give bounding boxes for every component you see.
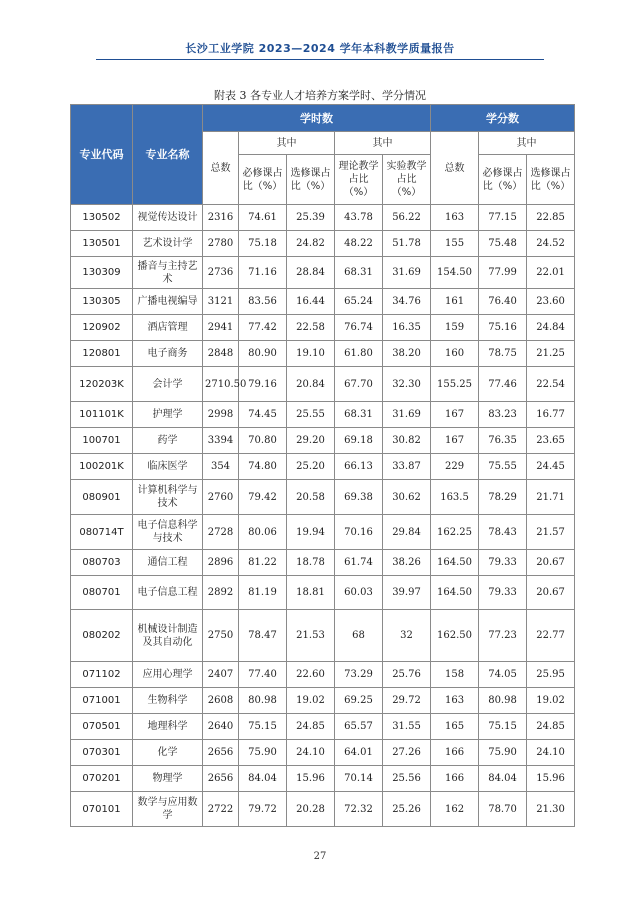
cell-elec-pct-credits: 15.96 [527, 766, 575, 792]
cell-elec-pct: 19.10 [287, 341, 335, 367]
header-among-credits: 其中 [479, 132, 575, 155]
cell-major-code: 130502 [71, 205, 133, 231]
cell-elec-pct-credits: 21.57 [527, 515, 575, 550]
cell-elec-pct-credits: 21.71 [527, 480, 575, 515]
table-row [71, 289, 575, 315]
cell-theory-pct: 70.14 [335, 766, 383, 792]
header-divider [96, 59, 544, 60]
cell-req-pct: 80.98 [239, 688, 287, 714]
cell-req-pct: 75.18 [239, 231, 287, 257]
cell-req-pct: 74.61 [239, 205, 287, 231]
cell-theory-pct: 68.31 [335, 257, 383, 289]
cell-elec-pct: 24.82 [287, 231, 335, 257]
cell-total-credits: 162.50 [431, 610, 479, 662]
cell-req-pct-credits: 78.43 [479, 515, 527, 550]
cell-req-pct-credits: 76.35 [479, 428, 527, 454]
cell-elec-pct: 20.84 [287, 367, 335, 402]
cell-total-hours: 3121 [203, 289, 239, 315]
table-row [71, 576, 575, 610]
cell-elec-pct-credits: 22.77 [527, 610, 575, 662]
cell-total-credits: 159 [431, 315, 479, 341]
cell-major-code: 070501 [71, 714, 133, 740]
cell-theory-pct: 73.29 [335, 662, 383, 688]
cell-elec-pct: 29.20 [287, 428, 335, 454]
cell-major-name: 通信工程 [133, 550, 203, 576]
cell-total-hours: 2656 [203, 740, 239, 766]
table-row [71, 766, 575, 792]
cell-lab-pct: 27.26 [383, 740, 431, 766]
cell-major-name: 播音与主持艺术 [133, 257, 203, 289]
cell-req-pct-credits: 79.33 [479, 550, 527, 576]
cell-elec-pct: 19.02 [287, 688, 335, 714]
cell-theory-pct: 64.01 [335, 740, 383, 766]
cell-total-credits: 162 [431, 792, 479, 827]
cell-req-pct-credits: 77.99 [479, 257, 527, 289]
cell-total-hours: 2998 [203, 402, 239, 428]
cell-elec-pct: 28.84 [287, 257, 335, 289]
cell-major-name: 临床医学 [133, 454, 203, 480]
cell-total-hours: 2710.50 [203, 367, 239, 402]
cell-theory-pct: 61.74 [335, 550, 383, 576]
cell-lab-pct: 32.30 [383, 367, 431, 402]
cell-req-pct: 77.42 [239, 315, 287, 341]
cell-elec-pct-credits: 24.85 [527, 714, 575, 740]
cell-theory-pct: 66.13 [335, 454, 383, 480]
cell-major-code: 080714T [71, 515, 133, 550]
cell-major-code: 130309 [71, 257, 133, 289]
cell-elec-pct-credits: 16.77 [527, 402, 575, 428]
cell-elec-pct-credits: 22.01 [527, 257, 575, 289]
table-row [71, 515, 575, 550]
cell-total-credits: 164.50 [431, 550, 479, 576]
table-row [71, 341, 575, 367]
cell-total-hours: 2780 [203, 231, 239, 257]
cell-total-hours: 354 [203, 454, 239, 480]
cell-theory-pct: 61.80 [335, 341, 383, 367]
cell-major-code: 120801 [71, 341, 133, 367]
cell-major-name: 会计学 [133, 367, 203, 402]
header-req-pct-credits: 必修课占比（%） [479, 155, 527, 205]
cell-req-pct-credits: 77.15 [479, 205, 527, 231]
cell-major-name: 艺术设计学 [133, 231, 203, 257]
cell-total-hours: 2848 [203, 341, 239, 367]
header-elec-pct: 选修课占比（%） [287, 155, 335, 205]
cell-elec-pct: 24.10 [287, 740, 335, 766]
header-total-hours: 总数 [203, 132, 239, 205]
cell-theory-pct: 69.25 [335, 688, 383, 714]
cell-req-pct: 81.19 [239, 576, 287, 610]
cell-total-credits: 163.5 [431, 480, 479, 515]
cell-major-name: 地理科学 [133, 714, 203, 740]
cell-major-code: 101101K [71, 402, 133, 428]
cell-major-name: 机械设计制造及其自动化 [133, 610, 203, 662]
cell-major-name: 广播电视编导 [133, 289, 203, 315]
table-row [71, 402, 575, 428]
cell-major-code: 070301 [71, 740, 133, 766]
cell-req-pct: 84.04 [239, 766, 287, 792]
cell-major-name: 视觉传达设计 [133, 205, 203, 231]
cell-major-name: 应用心理学 [133, 662, 203, 688]
table-row [71, 740, 575, 766]
cell-elec-pct: 21.53 [287, 610, 335, 662]
cell-lab-pct: 16.35 [383, 315, 431, 341]
cell-total-credits: 163 [431, 205, 479, 231]
cell-elec-pct-credits: 19.02 [527, 688, 575, 714]
cell-req-pct: 70.80 [239, 428, 287, 454]
cell-req-pct: 80.90 [239, 341, 287, 367]
cell-req-pct-credits: 75.55 [479, 454, 527, 480]
header-lab-pct: 实验教学占比（%） [383, 155, 431, 205]
cell-lab-pct: 38.26 [383, 550, 431, 576]
cell-major-name: 物理学 [133, 766, 203, 792]
cell-theory-pct: 76.74 [335, 315, 383, 341]
cell-total-credits: 155.25 [431, 367, 479, 402]
cell-total-credits: 155 [431, 231, 479, 257]
cell-elec-pct: 22.60 [287, 662, 335, 688]
cell-theory-pct: 65.24 [335, 289, 383, 315]
cell-elec-pct: 16.44 [287, 289, 335, 315]
table-row [71, 550, 575, 576]
cell-major-code: 130305 [71, 289, 133, 315]
cell-elec-pct-credits: 24.84 [527, 315, 575, 341]
cell-req-pct-credits: 84.04 [479, 766, 527, 792]
header-among-req-elec: 其中 [239, 132, 335, 155]
cell-req-pct-credits: 75.48 [479, 231, 527, 257]
cell-total-credits: 161 [431, 289, 479, 315]
cell-req-pct-credits: 75.90 [479, 740, 527, 766]
header-major-code: 专业代码 [71, 105, 133, 205]
cell-total-hours: 2941 [203, 315, 239, 341]
cell-lab-pct: 32 [383, 610, 431, 662]
cell-major-name: 数学与应用数学 [133, 792, 203, 827]
cell-req-pct-credits: 76.40 [479, 289, 527, 315]
cell-total-credits: 167 [431, 402, 479, 428]
cell-elec-pct-credits: 24.10 [527, 740, 575, 766]
cell-major-code: 080701 [71, 576, 133, 610]
cell-req-pct: 79.16 [239, 367, 287, 402]
cell-elec-pct: 20.58 [287, 480, 335, 515]
table-caption: 附表 3 各专业人才培养方案学时、学分情况 [214, 89, 426, 102]
cell-total-credits: 164.50 [431, 576, 479, 610]
table-row [71, 792, 575, 827]
cell-req-pct: 80.06 [239, 515, 287, 550]
cell-elec-pct: 18.81 [287, 576, 335, 610]
header-total-credits: 总数 [431, 132, 479, 205]
cell-lab-pct: 39.97 [383, 576, 431, 610]
cell-major-code: 080901 [71, 480, 133, 515]
table-row [71, 257, 575, 289]
cell-total-hours: 2608 [203, 688, 239, 714]
cell-lab-pct: 30.82 [383, 428, 431, 454]
cell-req-pct-credits: 78.75 [479, 341, 527, 367]
cell-major-name: 电子信息科学与技术 [133, 515, 203, 550]
cell-total-hours: 2407 [203, 662, 239, 688]
cell-total-hours: 2736 [203, 257, 239, 289]
cell-req-pct: 78.47 [239, 610, 287, 662]
header-major-name: 专业名称 [133, 105, 203, 205]
page-number: 27 [313, 851, 327, 862]
cell-theory-pct: 70.16 [335, 515, 383, 550]
table-row [71, 714, 575, 740]
cell-total-hours: 2896 [203, 550, 239, 576]
cell-lab-pct: 31.69 [383, 257, 431, 289]
cell-major-code: 130501 [71, 231, 133, 257]
cell-lab-pct: 38.20 [383, 341, 431, 367]
cell-elec-pct-credits: 22.54 [527, 367, 575, 402]
cell-lab-pct: 33.87 [383, 454, 431, 480]
cell-theory-pct: 48.22 [335, 231, 383, 257]
cell-elec-pct: 25.20 [287, 454, 335, 480]
cell-elec-pct: 24.85 [287, 714, 335, 740]
table-row [71, 610, 575, 662]
cell-major-name: 电子信息工程 [133, 576, 203, 610]
cell-total-hours: 2640 [203, 714, 239, 740]
cell-major-name: 电子商务 [133, 341, 203, 367]
table-row [71, 662, 575, 688]
table-row [71, 480, 575, 515]
cell-req-pct-credits: 75.15 [479, 714, 527, 740]
header-theory-pct: 理论教学占比（%） [335, 155, 383, 205]
header-among-theory-lab: 其中 [335, 132, 431, 155]
curriculum-hours-credits-table [70, 104, 575, 827]
cell-req-pct: 75.90 [239, 740, 287, 766]
cell-total-credits: 166 [431, 766, 479, 792]
cell-theory-pct: 43.78 [335, 205, 383, 231]
cell-req-pct: 74.45 [239, 402, 287, 428]
cell-elec-pct-credits: 22.85 [527, 205, 575, 231]
cell-total-credits: 163 [431, 688, 479, 714]
cell-total-hours: 2760 [203, 480, 239, 515]
cell-req-pct: 77.40 [239, 662, 287, 688]
cell-major-code: 070101 [71, 792, 133, 827]
cell-total-credits: 160 [431, 341, 479, 367]
cell-theory-pct: 68 [335, 610, 383, 662]
cell-theory-pct: 72.32 [335, 792, 383, 827]
cell-req-pct: 75.15 [239, 714, 287, 740]
cell-elec-pct: 19.94 [287, 515, 335, 550]
cell-major-name: 生物科学 [133, 688, 203, 714]
cell-elec-pct: 25.55 [287, 402, 335, 428]
cell-lab-pct: 31.69 [383, 402, 431, 428]
cell-total-hours: 2892 [203, 576, 239, 610]
cell-total-hours: 2750 [203, 610, 239, 662]
cell-req-pct-credits: 78.70 [479, 792, 527, 827]
cell-theory-pct: 69.18 [335, 428, 383, 454]
cell-major-code: 100201K [71, 454, 133, 480]
cell-total-credits: 166 [431, 740, 479, 766]
table-row [71, 205, 575, 231]
cell-major-code: 080202 [71, 610, 133, 662]
cell-theory-pct: 68.31 [335, 402, 383, 428]
cell-req-pct-credits: 74.05 [479, 662, 527, 688]
table-row [71, 688, 575, 714]
cell-major-name: 计算机科学与技术 [133, 480, 203, 515]
cell-elec-pct-credits: 20.67 [527, 576, 575, 610]
cell-theory-pct: 60.03 [335, 576, 383, 610]
cell-total-credits: 158 [431, 662, 479, 688]
cell-theory-pct: 65.57 [335, 714, 383, 740]
report-header-title: 长沙工业学院 2023—2024 学年本科教学质量报告 [185, 42, 455, 55]
cell-lab-pct: 29.72 [383, 688, 431, 714]
cell-req-pct-credits: 80.98 [479, 688, 527, 714]
cell-lab-pct: 31.55 [383, 714, 431, 740]
table-row [71, 367, 575, 402]
cell-major-name: 酒店管理 [133, 315, 203, 341]
cell-total-hours: 3394 [203, 428, 239, 454]
cell-major-name: 化学 [133, 740, 203, 766]
cell-req-pct: 79.42 [239, 480, 287, 515]
cell-req-pct-credits: 79.33 [479, 576, 527, 610]
cell-lab-pct: 25.76 [383, 662, 431, 688]
cell-major-code: 071001 [71, 688, 133, 714]
table-row [71, 454, 575, 480]
cell-lab-pct: 25.56 [383, 766, 431, 792]
table-row [71, 231, 575, 257]
cell-lab-pct: 25.26 [383, 792, 431, 827]
table-body [71, 205, 575, 827]
cell-theory-pct: 67.70 [335, 367, 383, 402]
cell-total-hours: 2722 [203, 792, 239, 827]
cell-lab-pct: 34.76 [383, 289, 431, 315]
cell-req-pct-credits: 83.23 [479, 402, 527, 428]
cell-elec-pct: 15.96 [287, 766, 335, 792]
cell-req-pct: 79.72 [239, 792, 287, 827]
table-row [71, 428, 575, 454]
cell-lab-pct: 29.84 [383, 515, 431, 550]
cell-total-hours: 2728 [203, 515, 239, 550]
cell-req-pct-credits: 77.23 [479, 610, 527, 662]
cell-elec-pct: 22.58 [287, 315, 335, 341]
cell-total-credits: 165 [431, 714, 479, 740]
header-group-hours: 学时数 [203, 105, 431, 132]
cell-req-pct: 74.80 [239, 454, 287, 480]
cell-elec-pct-credits: 21.25 [527, 341, 575, 367]
cell-theory-pct: 69.38 [335, 480, 383, 515]
cell-req-pct: 71.16 [239, 257, 287, 289]
cell-req-pct-credits: 77.46 [479, 367, 527, 402]
cell-major-name: 药学 [133, 428, 203, 454]
cell-lab-pct: 56.22 [383, 205, 431, 231]
cell-elec-pct-credits: 23.65 [527, 428, 575, 454]
cell-elec-pct-credits: 24.52 [527, 231, 575, 257]
header-elec-pct-credits: 选修课占比（%） [527, 155, 575, 205]
cell-req-pct: 81.22 [239, 550, 287, 576]
cell-elec-pct-credits: 23.60 [527, 289, 575, 315]
cell-major-code: 120203K [71, 367, 133, 402]
cell-total-credits: 154.50 [431, 257, 479, 289]
cell-req-pct: 83.56 [239, 289, 287, 315]
cell-major-name: 护理学 [133, 402, 203, 428]
cell-major-code: 080703 [71, 550, 133, 576]
cell-major-code: 070201 [71, 766, 133, 792]
cell-elec-pct-credits: 21.30 [527, 792, 575, 827]
cell-lab-pct: 30.62 [383, 480, 431, 515]
cell-major-code: 071102 [71, 662, 133, 688]
cell-total-credits: 229 [431, 454, 479, 480]
cell-total-credits: 167 [431, 428, 479, 454]
cell-elec-pct-credits: 25.95 [527, 662, 575, 688]
cell-lab-pct: 51.78 [383, 231, 431, 257]
cell-total-hours: 2656 [203, 766, 239, 792]
cell-total-credits: 162.25 [431, 515, 479, 550]
cell-elec-pct-credits: 20.67 [527, 550, 575, 576]
cell-elec-pct: 25.39 [287, 205, 335, 231]
cell-major-code: 120902 [71, 315, 133, 341]
cell-elec-pct: 18.78 [287, 550, 335, 576]
cell-elec-pct-credits: 24.45 [527, 454, 575, 480]
cell-req-pct-credits: 75.16 [479, 315, 527, 341]
header-group-credits: 学分数 [431, 105, 575, 132]
cell-total-hours: 2316 [203, 205, 239, 231]
cell-elec-pct: 20.28 [287, 792, 335, 827]
table-row [71, 315, 575, 341]
cell-major-code: 100701 [71, 428, 133, 454]
header-req-pct: 必修课占比（%） [239, 155, 287, 205]
cell-req-pct-credits: 78.29 [479, 480, 527, 515]
